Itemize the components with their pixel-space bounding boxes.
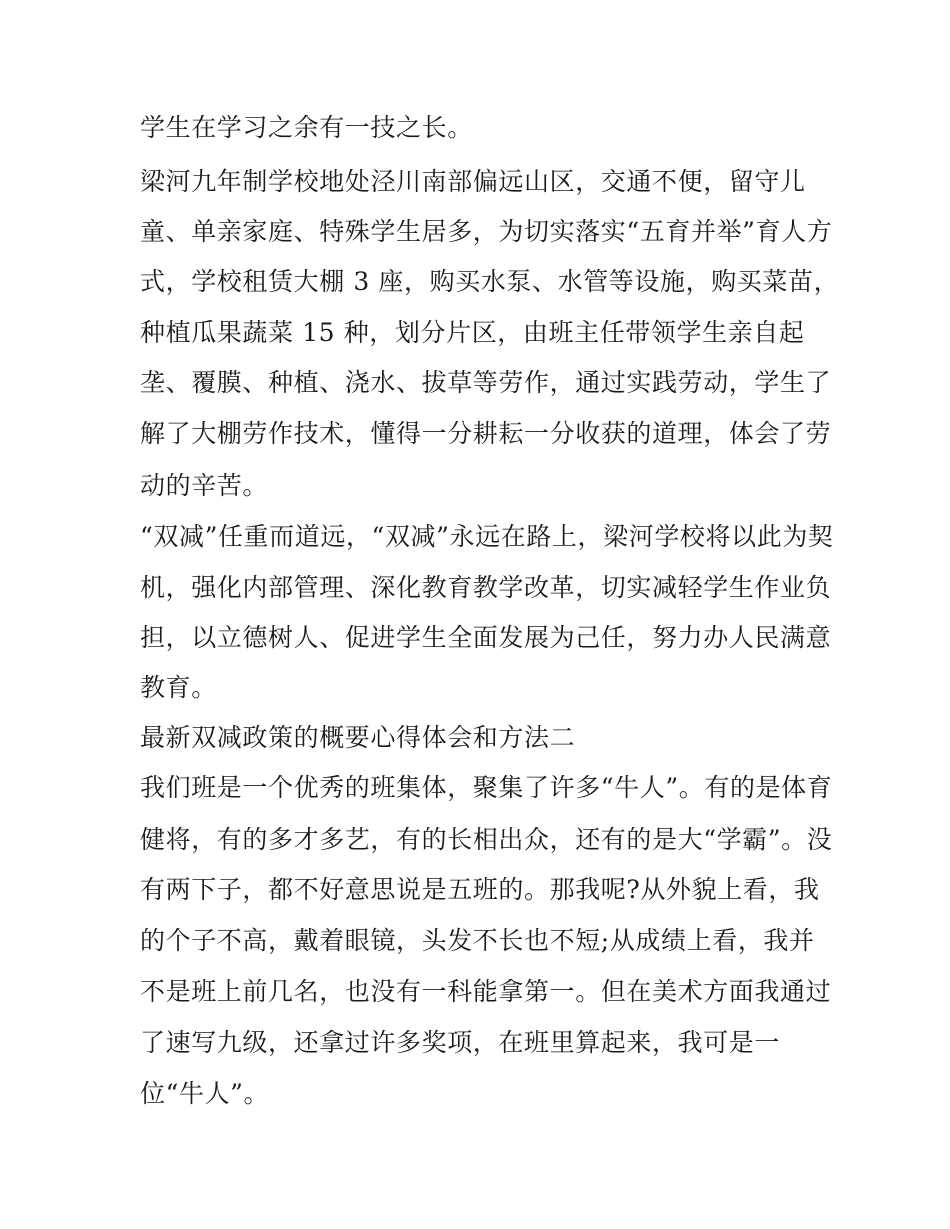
text-line: 担，以立德树人、促进学生全面发展为己任，努力办人民满意 (140, 623, 832, 652)
text-line: 垄、覆膜、种植、浇水、拔草等劳作，通过实践劳动，学生了 (140, 368, 832, 397)
text-line: 不是班上前几名，也没有一科能拿第一。但在美术方面我通过 (140, 977, 832, 1006)
text-line: 健将，有的多才多艺，有的长相出众，还有的是大“学霸”。没 (140, 825, 833, 854)
text-line: 教育。 (140, 673, 217, 702)
text-line: 我们班是一个优秀的班集体，聚集了许多“牛人”。有的是体育 (140, 773, 833, 802)
text-line: 梁河九年制学校地处泾川南部偏远山区，交通不便，留守儿 (140, 167, 806, 196)
text-line: 动的辛苦。 (140, 471, 269, 500)
text-line: “双减”任重而道远，“双减”永远在路上，梁河学校将以此为契 (140, 522, 834, 551)
text-line: 种植瓜果蔬菜 15 种，划分片区，由班主任带领学生亲自起 (140, 318, 805, 347)
section-heading: 最新双减政策的概要心得体会和方法二 (140, 723, 576, 752)
text-line: 了速写九级，还拿过许多奖项，在班里算起来，我可是一 (140, 1028, 781, 1057)
text-line: 解了大棚劳作技术，懂得一分耕耘一分收获的道理，体会了劳 (140, 419, 832, 448)
text-line: 童、单亲家庭、特殊学生居多，为切实落实“五育并举”育人方 (140, 217, 833, 246)
text-line: 位“牛人”。 (140, 1079, 270, 1108)
text-line: 机，强化内部管理、深化教育教学改革，切实减轻学生作业负 (140, 573, 832, 602)
text-line: 学生在学习之余有一技之长。 (140, 113, 473, 142)
text-line: 的个子不高，戴着眼镜，头发不长也不短;从成绩上看，我并 (140, 926, 815, 955)
text-line: 式，学校租赁大棚 3 座，购买水泵、水管等设施，购买菜苗， (140, 267, 840, 296)
text-line: 有两下子，都不好意思说是五班的。那我呢?从外貌上看，我 (140, 875, 820, 904)
